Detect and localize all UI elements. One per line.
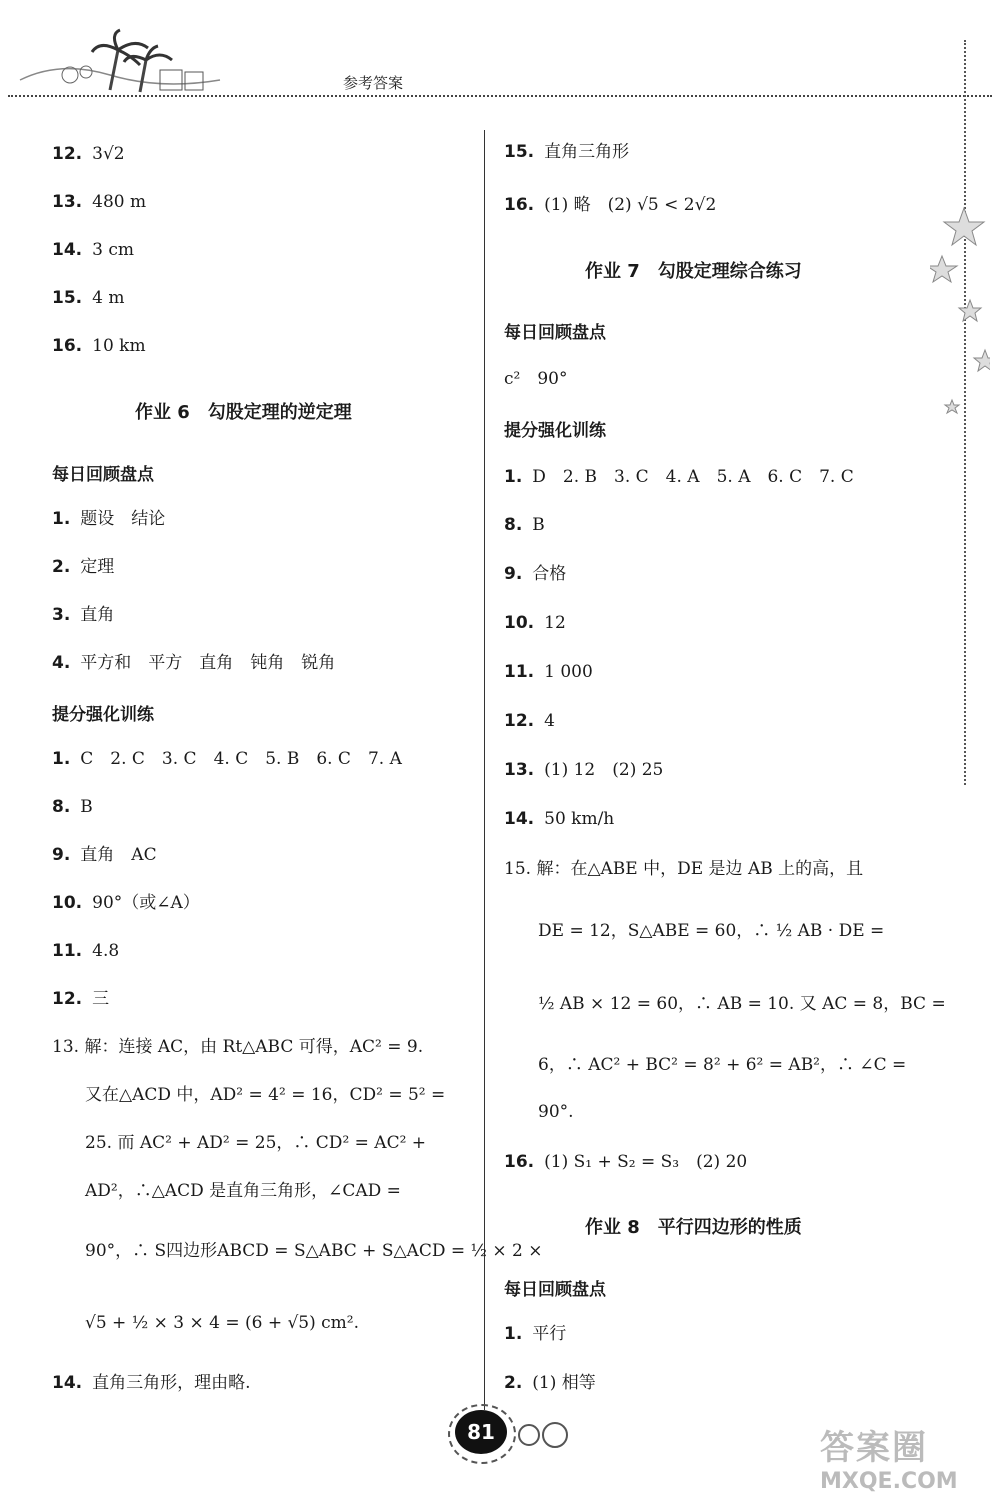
review-answer: c² 90° [504, 369, 568, 389]
solution-line: DE = 12，S△ABE = 60，∴ ½ AB · DE = [538, 921, 885, 941]
list-item: 2. 定理 [52, 557, 115, 577]
review-heading: 每日回顾盘点 [52, 465, 154, 485]
list-item: 12. 4 [504, 711, 555, 731]
section-title-hw7: 作业 7 勾股定理综合练习 [585, 261, 802, 282]
list-item: 16. (1) S₁ + S₂ = S₃ (2) 20 [504, 1152, 748, 1172]
list-item: 11. 1 000 [504, 662, 593, 682]
list-item: 11. 4.8 [52, 941, 120, 961]
review-heading: 每日回顾盘点 [504, 1280, 606, 1300]
list-item: 16. (1) 略 (2) √5 < 2√2 [504, 195, 717, 215]
list-item: 13. 480 m [52, 192, 147, 212]
solution-line: AD²，∴△ACD 是直角三角形，∠CAD = [85, 1181, 401, 1201]
solution-line: ½ AB × 12 = 60，∴ AB = 10. 又 AC = 8，BC = [538, 994, 946, 1014]
solution-line: 90°，∴ S四边形ABCD = S△ABC + S△ACD = ½ × 2 × [85, 1241, 543, 1261]
list-item: 8. B [52, 797, 93, 817]
list-item: 15. 4 m [52, 288, 125, 308]
solution-line: 15. 解：在△ABE 中，DE 是边 AB 上的高，且 [504, 859, 864, 879]
page-number: 81 [455, 1410, 507, 1454]
list-item: 4. 平方和 平方 直角 钝角 锐角 [52, 653, 336, 673]
list-item: 10. 90°（或∠A） [52, 893, 200, 913]
list-item: 9. 合格 [504, 564, 567, 584]
header-title: 参考答案 [343, 74, 404, 92]
solution-line: 25. 而 AC² + AD² = 25，∴ CD² = AC² + [85, 1133, 427, 1153]
training-heading: 提分强化训练 [52, 705, 154, 725]
solution-line: 13. 解：连接 AC，由 Rt△ABC 可得，AC² = 9. [52, 1037, 424, 1057]
list-item: 1. C 2. C 3. C 4. C 5. B 6. C 7. A [52, 749, 402, 769]
list-item: 2. (1) 相等 [504, 1373, 596, 1393]
list-item: 14. 直角三角形，理由略. [52, 1373, 251, 1393]
review-heading: 每日回顾盘点 [504, 323, 606, 343]
star-decorations [930, 200, 990, 420]
circle-decoration [542, 1422, 568, 1448]
header-decoration [0, 20, 260, 100]
list-item: 16. 10 km [52, 336, 146, 356]
header-divider [8, 95, 992, 97]
list-item: 1. D 2. B 3. C 4. A 5. A 6. C 7. C [504, 467, 854, 487]
list-item: 8. B [504, 515, 545, 535]
training-heading: 提分强化训练 [504, 421, 606, 441]
section-title-hw8: 作业 8 平行四边形的性质 [585, 1217, 802, 1238]
solution-line: 6，∴ AC² + BC² = 8² + 6² = AB²，∴ ∠C = [538, 1055, 907, 1075]
list-item: 1. 平行 [504, 1324, 567, 1344]
list-item: 14. 3 cm [52, 240, 134, 260]
watermark: 答案圈 MXQE.COM [820, 1428, 958, 1494]
list-item: 14. 50 km/h [504, 809, 615, 829]
circle-decoration [518, 1424, 540, 1446]
list-item: 9. 直角 AC [52, 845, 157, 865]
list-item: 3. 直角 [52, 605, 115, 625]
list-item: 1. 题设 结论 [52, 509, 166, 529]
list-item: 15. 直角三角形 [504, 142, 630, 162]
list-item: 12. 3√2 [52, 144, 125, 164]
section-title-hw6: 作业 6 勾股定理的逆定理 [135, 402, 352, 423]
list-item: 13. (1) 12 (2) 25 [504, 760, 664, 780]
solution-line: √5 + ½ × 3 × 4 = (6 + √5) cm². [85, 1313, 360, 1333]
list-item: 10. 12 [504, 613, 566, 633]
solution-line: 又在△ACD 中，AD² = 4² = 16，CD² = 5² = [85, 1085, 446, 1105]
solution-line: 90°. [538, 1102, 574, 1122]
list-item: 12. 三 [52, 989, 110, 1009]
column-divider [484, 130, 485, 1410]
